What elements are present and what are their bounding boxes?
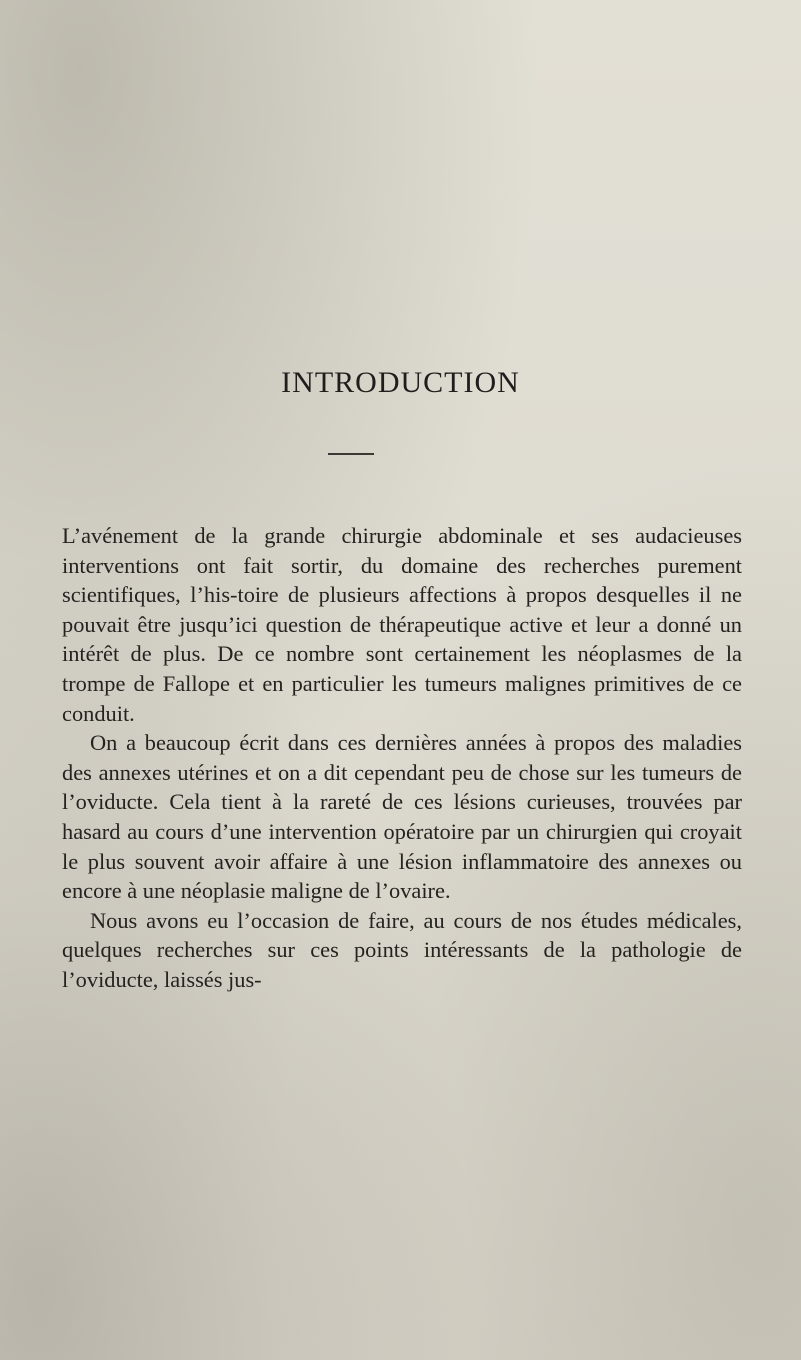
paragraph-1: L’avénement de la grande chirurgie abdominale et ses audacieuses interventions ont fait sortir, du domaine des recherches purement scientifiques, l’his-toire de plusieurs affections à propos desquelles il ne pouvait être jusqu’ici question de thérapeutique active et leur a donné un intérêt de plus. De ce nombre sont certainement les néoplasmes de la trompe de Fallope et en particulier les tumeurs malignes primitives de ce conduit. xyxy=(62,523,742,726)
body-text xyxy=(62,521,742,995)
chapter-title: INTRODUCTION xyxy=(281,366,520,399)
paragraph-3: Nous avons eu l’occasion de faire, au cours de nos études médicales, quelques recherches sur ces points intéressants de la pathologie de l’oviducte, laissés jus- xyxy=(62,907,742,992)
title-rule xyxy=(328,453,374,455)
paragraph-2: On a beaucoup écrit dans ces dernières années à propos des maladies des annexes utérines et on a dit cependant peu de chose sur les tumeurs de l’oviducte. Cela tient à la rareté de ces lésions curieuses, trouvées par hasard au cours d’une intervention opératoire par un chirurgien qui croyait le plus souvent avoir affaire à une lésion inflammatoire des annexes ou encore à une néoplasie maligne de l’ovaire. xyxy=(62,730,742,904)
